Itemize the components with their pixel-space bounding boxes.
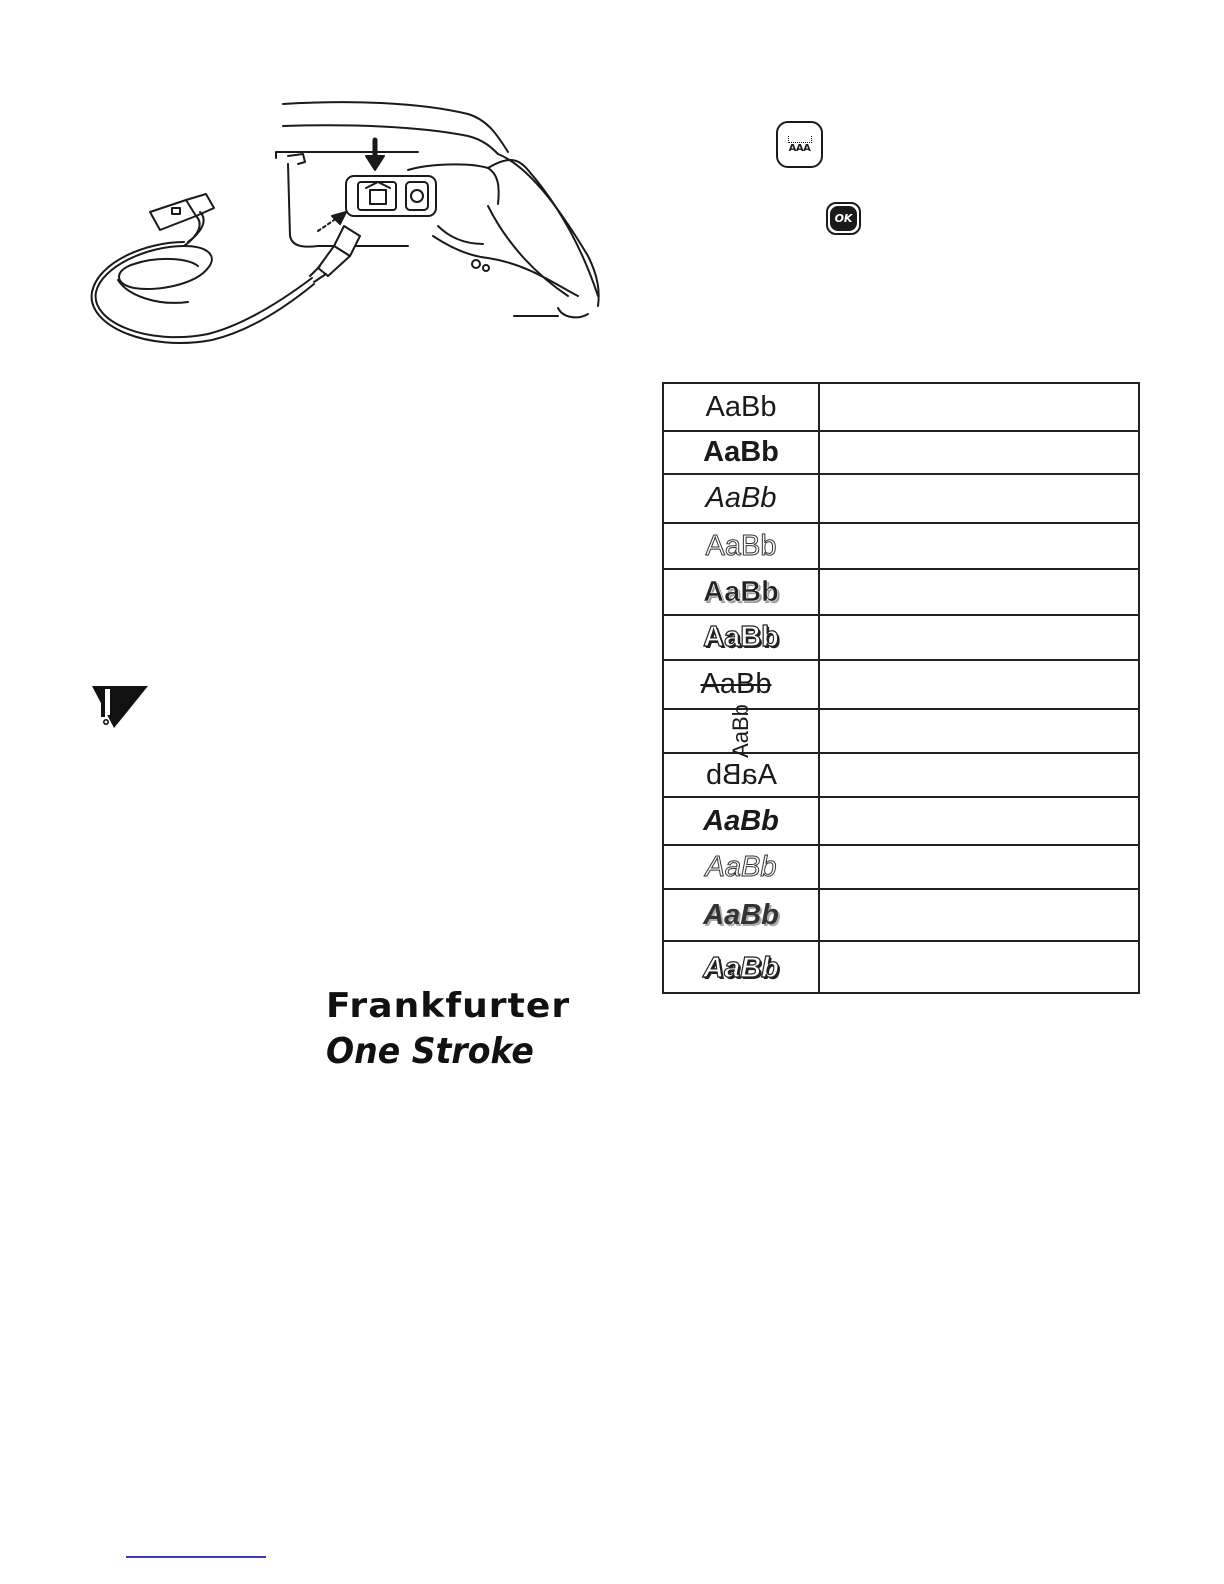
table-row-outline (664, 524, 1138, 570)
text-size-key-label: AAA (788, 142, 811, 154)
top-rule (0, 0, 1224, 4)
table-row-vertical (664, 704, 1138, 758)
ok-key-label: OK (830, 206, 857, 231)
table-row-mirror (664, 754, 1138, 798)
style-sample-shadow-italic: AaBb (703, 898, 779, 931)
style-sample-outline-italic: AaBb (705, 850, 777, 883)
table-row-shadow-italic (664, 890, 1138, 942)
text-size-key-icon (776, 121, 823, 168)
table-row-bold (664, 432, 1138, 475)
style-sample-strikethrough: AaBb (700, 668, 772, 700)
style-sample-italic: AaBb (705, 482, 777, 514)
style-sample-vertical: AaBb (727, 704, 753, 758)
style-description (820, 754, 1138, 796)
table-row-shadow (664, 570, 1138, 616)
table-row-italic (664, 475, 1138, 524)
style-description (820, 570, 1138, 614)
style-sample-bold: AaBb (703, 436, 779, 468)
style-sample-bold-italic: AaBb (703, 804, 779, 837)
footer-link-underline[interactable] (126, 1556, 266, 1558)
style-sample-normal: AaBb (705, 390, 777, 423)
table-row-outline-italic (664, 846, 1138, 890)
style-description (820, 798, 1138, 844)
style-description (820, 384, 1138, 430)
style-description (820, 616, 1138, 659)
table-row-3d-italic (664, 942, 1138, 994)
style-description (820, 524, 1138, 568)
style-description (820, 661, 1138, 708)
style-sample-3d-italic: AaBb (703, 951, 779, 984)
ok-key-icon (826, 202, 861, 235)
style-description (820, 942, 1138, 994)
font-sample-frankfurter: Frankfurter (326, 986, 571, 1026)
style-sample-3d: AaBb (703, 621, 779, 653)
table-row-bold-italic (664, 798, 1138, 846)
text-style-table (662, 382, 1140, 994)
style-description (820, 710, 1138, 752)
style-sample-outline: AaBb (705, 529, 777, 562)
caution-icon (92, 686, 148, 728)
style-description (820, 846, 1138, 888)
style-sample-shadow: AaBb (703, 575, 779, 608)
table-row-normal (664, 384, 1138, 432)
usb-cable-connection-illustration (88, 96, 608, 346)
style-description (820, 475, 1138, 522)
style-description (820, 890, 1138, 940)
style-sample-mirror: AaBb (705, 758, 777, 791)
style-description (820, 432, 1138, 473)
size-indicator-bar (788, 136, 812, 143)
font-sample-one-stroke: One Stroke (326, 1031, 534, 1072)
table-row-3d (664, 616, 1138, 661)
font-samples (326, 984, 571, 1076)
table-row-strikethrough (664, 661, 1138, 710)
